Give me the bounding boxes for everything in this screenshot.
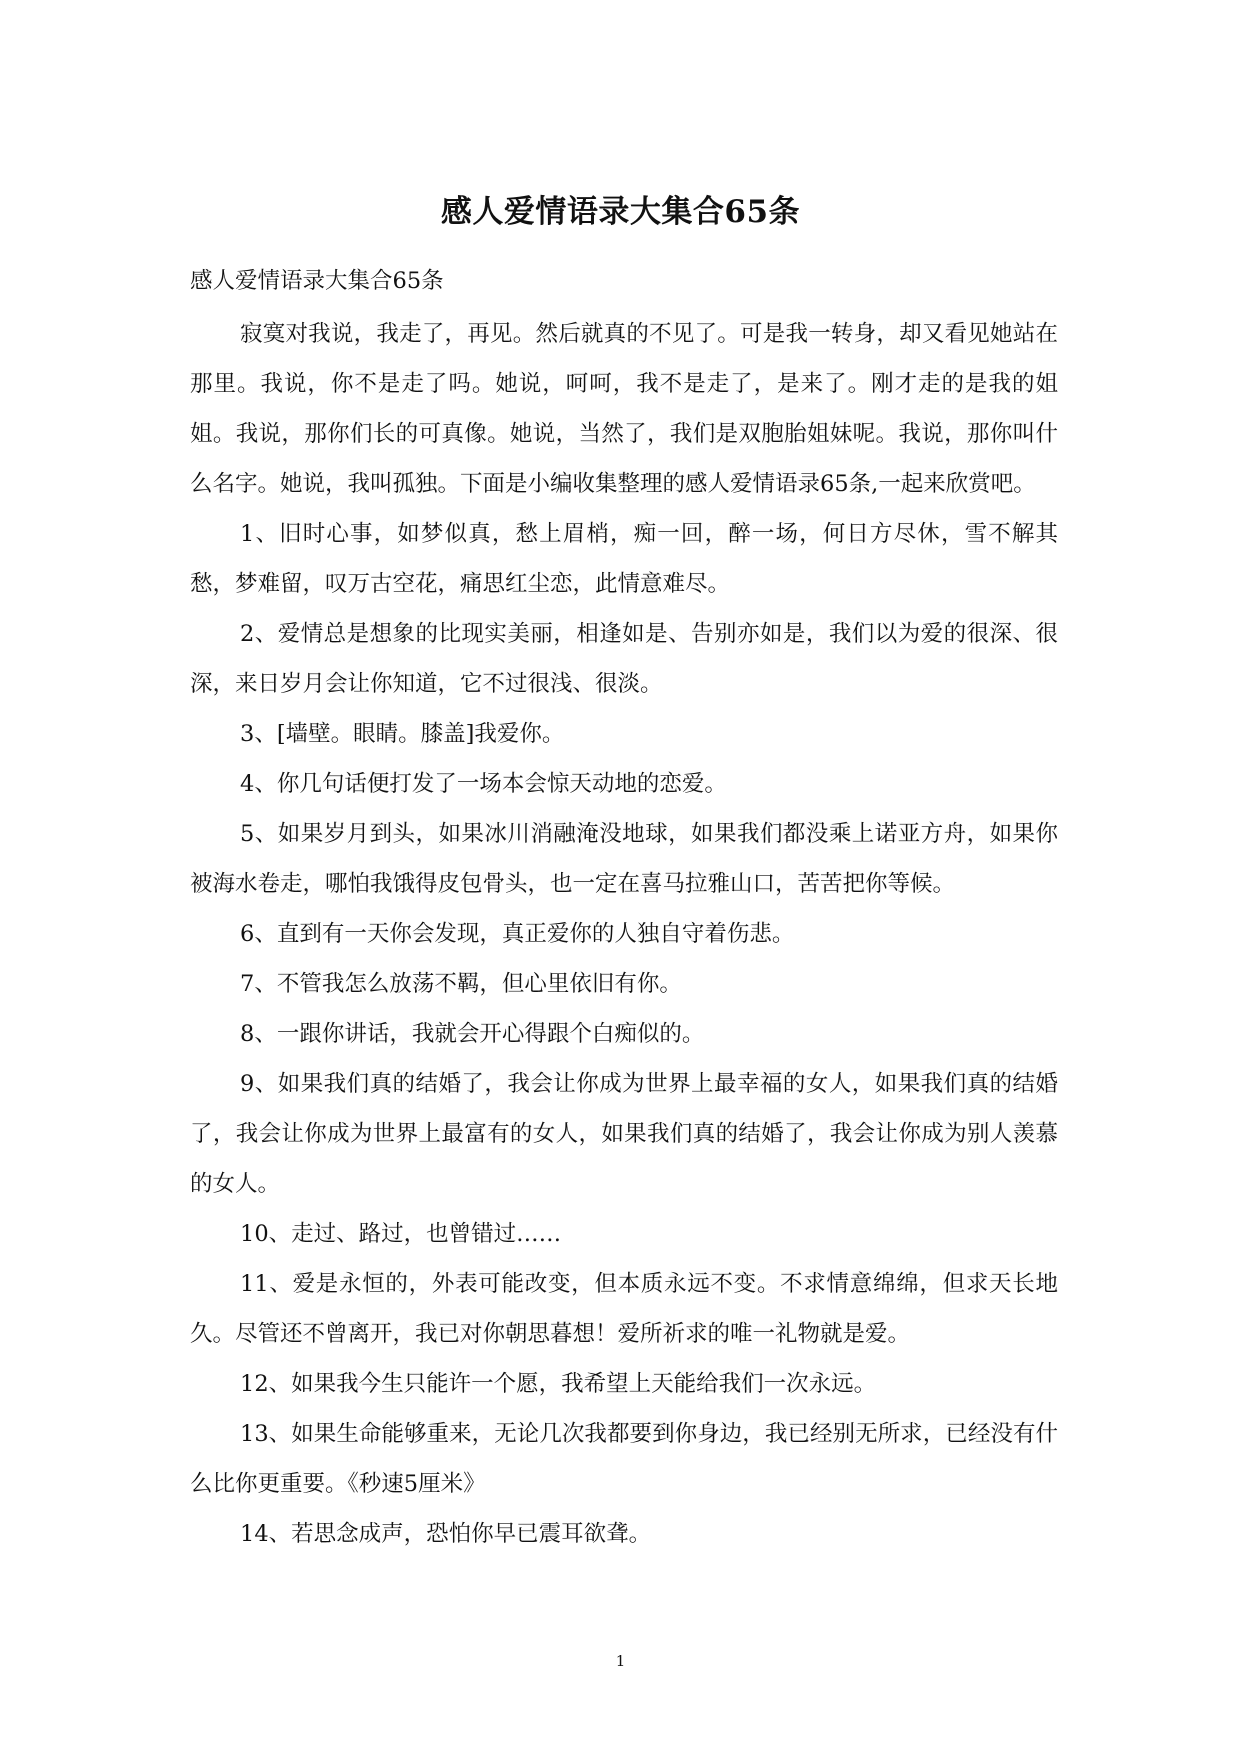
quote-paragraph: 1、旧时心事，如梦似真，愁上眉梢，痴一回，醉一场，何日方尽休，雪不解其愁，梦难留，叹万古空花，痛思红尘恋，此情意难尽。 xyxy=(190,521,1058,597)
document-body xyxy=(190,256,1058,1559)
page-number: 1 xyxy=(615,1652,626,1670)
document-subtitle: 感人爱情语录大集合65条 xyxy=(190,268,444,294)
quote-paragraph: 10、走过、路过，也曾错过…… xyxy=(240,1221,562,1247)
quote-paragraph: 4、你几句话便打发了一场本会惊天动地的恋爱。 xyxy=(240,771,727,797)
intro-paragraph: 寂寞对我说，我走了，再见。然后就真的不见了。可是我一转身，却又看见她站在那里。我说，你不是走了吗。她说，呵呵，我不是走了，是来了。刚才走的是我的姐姐。我说，那你们长的可真像。她说，当然了，我们是双胞胎姐妹呢。我说，那你叫什么名字。她说，我叫孤独。下面是小编收集整理的感人爱情语录65条,一起来欣赏吧。 xyxy=(190,321,1058,497)
quote-paragraph: 14、若思念成声，恐怕你早已震耳欲聋。 xyxy=(240,1521,652,1547)
quote-paragraph: 7、不管我怎么放荡不羁，但心里依旧有你。 xyxy=(240,971,682,997)
quote-paragraph: 3、[墙壁。眼睛。膝盖]我爱你。 xyxy=(240,721,565,747)
quote-paragraph: 9、如果我们真的结婚了，我会让你成为世界上最幸福的女人，如果我们真的结婚了，我会让你成为世界上最富有的女人，如果我们真的结婚了，我会让你成为别人羡慕的女人。 xyxy=(190,1071,1058,1197)
quote-paragraph: 5、如果岁月到头，如果冰川消融淹没地球，如果我们都没乘上诺亚方舟，如果你被海水卷走，哪怕我饿得皮包骨头，也一定在喜马拉雅山口，苦苦把你等候。 xyxy=(190,821,1058,897)
quote-paragraph: 8、一跟你讲话，我就会开心得跟个白痴似的。 xyxy=(240,1021,705,1047)
quote-paragraph: 12、如果我今生只能许一个愿，我希望上天能给我们一次永远。 xyxy=(240,1371,877,1397)
quote-paragraph: 13、如果生命能够重来，无论几次我都要到你身边，我已经别无所求，已经没有什么比你更重要。《秒速5厘米》 xyxy=(190,1421,1058,1497)
quote-paragraph: 11、爱是永恒的，外表可能改变，但本质永远不变。不求情意绵绵，但求天长地久。尽管还不曾离开，我已对你朝思暮想！爱所祈求的唯一礼物就是爱。 xyxy=(190,1271,1058,1347)
document-title: 感人爱情语录大集合65条 xyxy=(440,194,801,230)
quote-paragraph: 2、爱情总是想象的比现实美丽，相逢如是、告别亦如是，我们以为爱的很深、很深，来日岁月会让你知道，它不过很浅、很淡。 xyxy=(190,621,1058,697)
quote-paragraph: 6、直到有一天你会发现，真正爱你的人独自守着伤悲。 xyxy=(240,921,795,947)
